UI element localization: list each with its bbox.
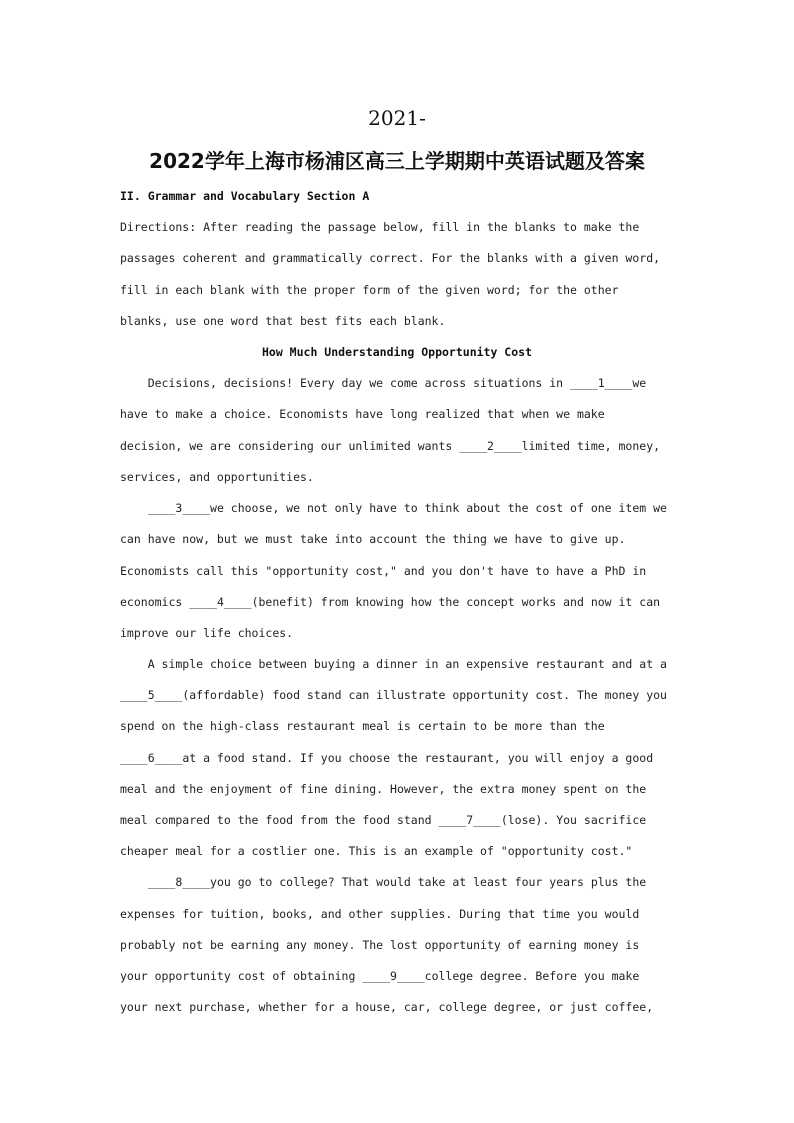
- line-text: decision, we are considering our unlimited wants: [120, 439, 460, 453]
- passage-line: [120, 531, 625, 547]
- passage-line: [120, 999, 653, 1015]
- passage-line: [120, 718, 605, 734]
- passage-line: [120, 937, 639, 953]
- document-title-line-1: 2021-: [368, 106, 426, 130]
- line-text: probably not be earning any money. The lost opportunity of earning money is: [120, 938, 640, 952]
- passage-line: [120, 843, 632, 859]
- section-heading: II. Grammar and Vocabulary Section A: [120, 189, 370, 203]
- passage-line: [120, 625, 293, 641]
- passage-line: [120, 968, 639, 984]
- line-text: [120, 501, 148, 515]
- line-text: Economists call this "opportunity cost," and you don't have to have a PhD in: [120, 564, 647, 578]
- line-text: cheaper meal for a costlier one. This is an example of "opportunity cost.": [120, 844, 633, 858]
- line-text: services, and opportunities.: [120, 470, 314, 484]
- blank-8: ____8____: [147, 875, 211, 889]
- line-text: we choose, we not only have to think about the cost of one item we: [210, 501, 667, 515]
- line-text: meal compared to the food from the food stand: [120, 813, 439, 827]
- passage-line: [120, 375, 646, 391]
- line-text: spend on the high-class restaurant meal is certain to be more than the: [120, 719, 605, 733]
- directions-line: blanks, use one word that best fits each blank.: [120, 314, 446, 328]
- directions-line: fill in each blank with the proper form of the given word; for the other: [120, 283, 619, 297]
- line-text: we: [632, 376, 647, 390]
- line-text: improve our life choices.: [120, 626, 294, 640]
- line-text: meal and the enjoyment of fine dining. However, the extra money spent on the: [120, 782, 647, 796]
- directions-line: passages coherent and grammatically correct. For the blanks with a given word,: [120, 251, 661, 265]
- directions-line: Directions: After reading the passage below, fill in the blanks to make the: [120, 220, 640, 234]
- passage-line: [120, 500, 667, 516]
- line-text: A simple choice between buying a dinner in an expensive restaurant and at a: [120, 657, 667, 671]
- passage-line: [120, 406, 605, 422]
- line-text: (lose). You sacrifice: [500, 813, 647, 827]
- document-title-line-2: 2022学年上海市杨浦区高三上学期期中英语试题及答案: [149, 149, 645, 173]
- passage-line: [120, 906, 639, 922]
- blank-3: ____3____: [147, 501, 211, 515]
- line-text: college degree. Before you make: [424, 969, 640, 983]
- line-text: can have now, but we must take into account the thing we have to give up.: [120, 532, 626, 546]
- passage-line: [120, 874, 646, 890]
- passage-line: [120, 656, 667, 672]
- line-text: your opportunity cost of obtaining: [120, 969, 363, 983]
- passage-line: [120, 438, 660, 454]
- passage-line: [120, 469, 314, 485]
- line-text: have to make a choice. Economists have long realized that when we make: [120, 407, 605, 421]
- passage-line: [120, 812, 646, 828]
- line-text: your next purchase, whether for a house, car, college degree, or just coffee,: [120, 1000, 654, 1014]
- passage-line: [120, 781, 646, 797]
- blank-7: ____7____: [438, 813, 501, 827]
- blank-2: ____2____: [459, 439, 522, 453]
- line-text: expenses for tuition, books, and other supplies. During that time you would: [120, 907, 640, 921]
- blank-9: ____9____: [362, 969, 425, 983]
- passage-title: How Much Understanding Opportunity Cost: [261, 345, 533, 359]
- passage-line: [120, 687, 667, 703]
- blank-6: ____6____: [120, 751, 183, 765]
- line-text: limited time, money,: [521, 439, 661, 453]
- passage-line: [120, 563, 646, 579]
- blank-4: ____4____: [189, 595, 252, 609]
- line-text: you go to college? That would take at least four years plus the: [210, 875, 647, 889]
- line-text: Decisions, decisions! Every day we come across situations in: [120, 376, 571, 390]
- blank-5: ____5____: [120, 688, 183, 702]
- line-text: [120, 875, 148, 889]
- line-text: (benefit) from knowing how the concept works and now it can: [251, 595, 661, 609]
- line-text: (affordable) food stand can illustrate opportunity cost. The money you: [182, 688, 667, 702]
- passage-line: [120, 750, 653, 766]
- line-text: at a food stand. If you choose the restaurant, you will enjoy a good: [182, 751, 654, 765]
- blank-1: ____1____: [570, 376, 633, 390]
- passage-line: [120, 594, 660, 610]
- line-text: economics: [120, 595, 190, 609]
